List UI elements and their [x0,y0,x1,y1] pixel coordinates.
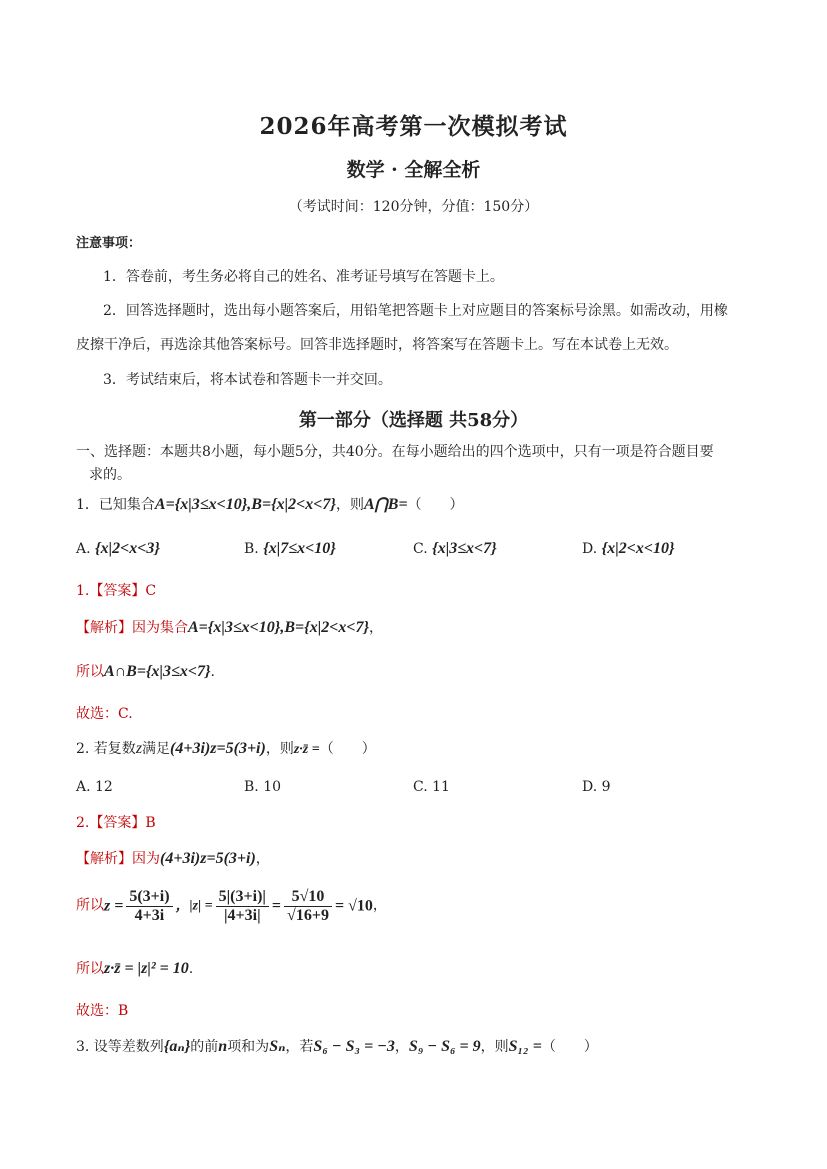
z-eq: z = [104,897,124,915]
q2-paren: （ ） [319,741,376,757]
q3-mid-2: 项和为 [227,1039,270,1055]
analysis-end: ， [255,851,270,867]
question-3 [76,1036,598,1056]
so-label: 所以 [76,664,104,680]
question-2 [76,738,376,758]
analysis-math: (4+3i)z=5(3+i) [160,850,256,867]
so-end: . [188,961,194,977]
q3-ask: ，则 [480,1039,509,1055]
question-1 [76,494,464,514]
q2-mid: 满足 [142,741,171,757]
notice-item-2-line-1: 2．回答选择题时，选出每小题答案后，用铅笔把答题卡上对应题目的答案标号涂黑。如需改动，用橡 [103,303,728,319]
option-letter: B. [244,541,259,557]
q2-derivation [76,888,387,924]
q2-z: z [135,740,143,757]
option-letter: B. [244,779,259,795]
option-letter: C. [413,541,428,557]
option-letter: A. [76,541,91,557]
notice-heading: 注意事项： [76,236,142,251]
q3-prefix: 3. 设等差数列 [76,1039,164,1055]
so-math: z·z̄ = |z|² = 10 [104,960,189,977]
answer-label: 2.【答案】 [76,815,146,831]
q2-ask: ，则 [265,741,294,757]
q2-option-b [244,779,281,795]
section-heading: 第一部分（选择题 共58分） [298,410,529,431]
exam-meta: （考试时间：120分钟，分值：150分） [288,199,539,215]
option-text: 10 [263,779,282,795]
q2-answer [76,812,156,832]
notice-item-2-line-2: 皮擦干净后，再选涂其他答案标号。回答非选择题时，将答案写在答题卡上。写在本试卷上无效。 [76,337,678,353]
abs-z: ，|z| = [175,898,213,914]
option-text: 9 [601,779,611,795]
fraction-2 [216,888,269,924]
q2-expression: z·z̄ = [293,742,320,757]
q1-analysis [76,617,383,637]
q3-n: n [218,1038,228,1055]
q1-so [76,661,215,681]
q3-sn: Sₙ [269,1038,286,1055]
option-letter: D. [582,541,598,557]
notice-item-3: 3．考试结束后，将本试卷和答题卡一并交回。 [103,372,392,388]
q1-expression: A⋂B= [363,496,408,513]
option-letter: C. [413,779,428,795]
q2-equation: (4+3i)z=5(3+i) [170,740,266,757]
option-letter: D. [582,779,598,795]
option-text: {x|7≤x<10} [263,540,336,557]
q1-option-d [582,540,675,558]
q1-choose: 故选：C. [76,706,133,722]
analysis-end: ， [369,620,384,636]
tail: = √10 [334,897,373,915]
option-text: 11 [432,779,450,795]
so-label: 所以 [76,897,104,914]
q1-ask: ，则 [335,497,364,513]
section-instruction-line-2: 求的。 [89,467,131,483]
q2-so [76,958,193,978]
q3-sequence: {aₙ} [163,1038,191,1055]
option-text: {x|2<x<3} [95,540,160,557]
q1-answer [76,580,156,600]
q1-paren: （ ） [407,497,464,513]
q2-option-d [582,779,611,795]
q1-set-b: ,B={x|2<x<7} [247,496,336,513]
option-text: {x|2<x<10} [601,540,675,557]
q1-option-c [413,540,497,558]
q2-analysis [76,848,270,868]
q3-expression: S₁₂ = [508,1038,542,1055]
analysis-label: 【解析】因为集合 [76,620,188,636]
eq-sign: = [271,897,282,915]
fraction-2-den: |4+3i| [223,906,261,924]
q3-mid-3: ，若 [285,1039,314,1055]
answer-value: C [145,583,157,599]
q1-prefix: 1．已知集合 [76,497,155,513]
q1-option-a [76,540,160,558]
so-math: A∩B={x|3≤x<7} [104,663,211,680]
q2-option-a [76,779,113,795]
q2-option-c [413,779,450,795]
exam-title: 2026年高考第一次模拟考试 [259,113,568,140]
q3-mid-1: 的前 [190,1039,219,1055]
q3-paren: （ ） [541,1039,598,1055]
option-text: 12 [95,779,113,795]
fraction-3-num: 5√10 [284,888,332,907]
tail-end: ， [372,897,387,914]
option-letter: A. [76,779,91,795]
section-instruction-line-1: 一、选择题：本题共8小题，每小题5分，共40分。在每小题给出的四个选项中，只有一项是符合题目要 [76,444,714,460]
q3-condition-2: S₉ − S₆ = 9 [408,1038,481,1055]
option-text: {x|3≤x<7} [432,540,497,557]
q2-prefix: 2. 若复数 [76,741,136,757]
analysis-math: A={x|3≤x<10},B={x|2<x<7} [188,619,370,636]
fraction-3 [284,888,332,924]
fraction-1-num: 5(3+i) [126,888,172,907]
q3-comma: ， [394,1039,409,1055]
fraction-1 [126,888,172,924]
q1-option-b [244,540,336,558]
so-label: 所以 [76,961,104,977]
q1-set-a: A={x|3≤x<10} [154,496,248,513]
answer-label: 1.【答案】 [76,583,146,599]
answer-value: B [145,815,156,831]
so-end: . [210,664,215,680]
fraction-3-den: √16+9 [287,906,329,924]
analysis-label: 【解析】因为 [76,851,160,867]
notice-item-1: 1．答卷前，考生务必将自己的姓名、准考证号填写在答题卡上。 [103,269,504,285]
fraction-2-num: 5|(3+i)| [216,888,269,907]
q2-choose: 故选：B [76,1003,129,1019]
fraction-1-den: 4+3i [134,906,165,924]
exam-subtitle: 数学 · 全解全析 [346,159,481,181]
q3-condition-1: S₆ − S₃ = −3 [313,1038,395,1055]
